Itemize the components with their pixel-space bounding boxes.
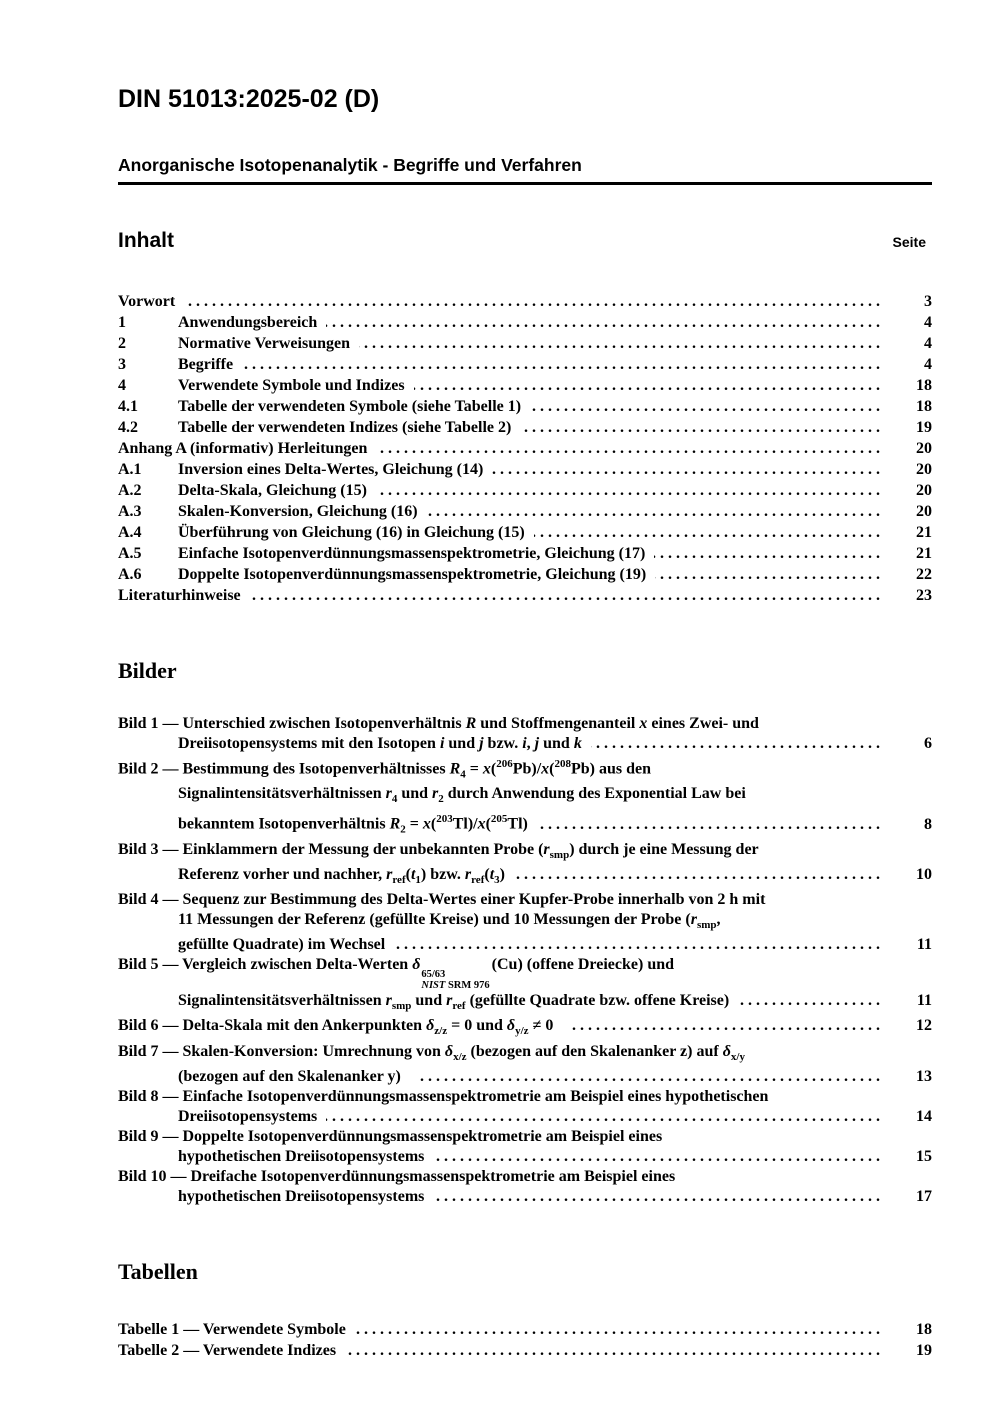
- page-number: 21: [916, 544, 932, 562]
- toc-entry: [118, 480, 932, 501]
- toc-entry-number: A.4: [118, 523, 142, 541]
- toc-entry-label: Einfache Isotopenverdünnungsmassenspektrometrie, Gleichung (17): [178, 544, 646, 562]
- toc-entry: [118, 438, 932, 459]
- toc-entry-number: 3: [118, 355, 126, 373]
- dot-leader: [345, 1340, 880, 1361]
- toc-entry: [118, 291, 932, 312]
- figure-entry-line: Bild 1 — Unterschied zwischen Isotopenverhältnis R und Stoffmengenanteil x eines Zwei- und: [118, 714, 759, 732]
- dot-leader: [242, 354, 880, 375]
- dot-leader: [492, 459, 880, 480]
- table-entry: [118, 1340, 932, 1361]
- toc-entry: [118, 459, 932, 480]
- toc-entry-label: Literaturhinweise: [118, 586, 241, 604]
- figure-entry-lastline: [118, 1107, 932, 1127]
- page-number: 12: [916, 1017, 932, 1035]
- table-entry-label: Tabelle 1 — Verwendete Symbole: [118, 1320, 346, 1338]
- page-number: 20: [916, 502, 932, 520]
- page-number: 18: [916, 1320, 932, 1338]
- toc-entry: [118, 417, 932, 438]
- figure-entry: [118, 955, 932, 1016]
- dot-leader: [359, 333, 880, 354]
- figure-entry-lastline: [118, 1016, 932, 1041]
- dot-leader: [394, 935, 880, 955]
- figure-entry-line: Bild 9 — Doppelte Isotopenverdünnungsmassenspektrometrie am Beispiel eines: [118, 1127, 663, 1145]
- toc-entry-label: Überführung von Gleichung (16) in Gleichung (15): [178, 523, 525, 541]
- figure-entry: [118, 1016, 932, 1041]
- dot-leader: [655, 564, 880, 585]
- figure-entry: [118, 840, 932, 890]
- dot-leader: [376, 480, 880, 501]
- toc-entry-number: 4.2: [118, 418, 138, 436]
- toc-entry: [118, 312, 932, 333]
- figure-entry-text: Bild 6 — Delta-Skala mit den Ankerpunkten $\delta_{z/z} = 0$ und $\delta_{y/z} \ne 0$: [118, 1017, 562, 1038]
- figure-entry-line: Bild 2 — Bestimmung des Isotopenverhältnisses $R_4 = x(^{206}Pb)/x(^{208}Pb)$ aus den: [118, 757, 652, 781]
- figure-entry: [118, 1127, 932, 1167]
- page-number: 19: [916, 418, 932, 436]
- toc-entry-label: Vorwort: [118, 292, 176, 310]
- figure-entry-text: Signalintensitätsverhältnissen $r_{smp}$ und $r_{ref}$ (gefüllte Quadrate bzw. offene Kreise): [178, 992, 730, 1013]
- page-number: 13: [916, 1067, 932, 1085]
- toc-entry: [118, 564, 932, 585]
- figure-entry-lastline: [118, 1067, 932, 1087]
- page-number: 11: [916, 992, 932, 1010]
- figure-entry: [118, 1042, 932, 1087]
- figure-entry-text: gefüllte Quadrate) im Wechsel: [178, 936, 386, 954]
- figure-entry: [118, 1167, 932, 1207]
- dot-leader: [414, 375, 880, 396]
- page-number: 11: [916, 936, 932, 954]
- page-number: 20: [916, 439, 932, 457]
- toc-entry-label: Verwendete Symbole und Indizes: [178, 376, 405, 394]
- toc-entry-label: Normative Verweisungen: [178, 334, 350, 352]
- toc-heading: Inhalt: [118, 228, 174, 252]
- toc-entry-label: Inversion eines Delta-Wertes, Gleichung (14): [178, 460, 484, 478]
- page-number: 17: [916, 1187, 932, 1205]
- toc-entry-label: Tabelle der verwendeten Symbole (siehe Tabelle 1): [178, 397, 522, 415]
- toc-entry: [118, 501, 932, 522]
- page-number: 23: [916, 586, 932, 604]
- document-title: Anorganische Isotopenanalytik - Begriffe und Verfahren: [118, 155, 932, 185]
- page-number: 3: [924, 292, 932, 310]
- toc-entry-number: 4: [118, 376, 126, 394]
- figure-entry-text: hypothetischen Dreiisotopensystems: [178, 1147, 425, 1165]
- toc-entry-number: A.2: [118, 481, 142, 499]
- toc-entry: [118, 375, 932, 396]
- toc-entry-number: A.3: [118, 502, 142, 520]
- toc-entry: [118, 585, 932, 606]
- document-id: DIN 51013:2025-02 (D): [118, 85, 380, 113]
- page-number: 20: [916, 481, 932, 499]
- dot-leader: [326, 1107, 880, 1127]
- figure-entry-line: Bild 7 — Skalen-Konversion: Umrechnung von $\delta_{x/z}$ (bezogen auf den Skalenanker z) auf $\delta_{x/y}$: [118, 1042, 745, 1063]
- figure-entry-lastline: [118, 935, 932, 955]
- toc-entry-number: 1: [118, 313, 126, 331]
- dot-leader: [537, 815, 880, 835]
- toc-entry-label: Delta-Skala, Gleichung (15): [178, 481, 367, 499]
- toc-entry-label: Doppelte Isotopenverdünnungsmassenspektrometrie, Gleichung (19): [178, 565, 647, 583]
- dot-leader: [654, 543, 880, 564]
- dot-leader: [738, 991, 880, 1011]
- dot-leader: [570, 1016, 880, 1036]
- figure-entry-line: Bild 10 — Dreifache Isotopenverdünnungsmassenspektrometrie am Beispiel eines: [118, 1167, 676, 1185]
- page-number: 21: [916, 523, 932, 541]
- figure-entry-lastline: [118, 991, 932, 1016]
- table-entry-label: Tabelle 2 — Verwendete Indizes: [118, 1341, 337, 1359]
- toc-entry: [118, 354, 932, 375]
- figure-entry-lastline: [118, 734, 932, 754]
- figure-entry-lastline: [118, 865, 932, 890]
- dot-leader: [427, 501, 880, 522]
- figure-entry-lastline: [118, 1187, 932, 1207]
- page-number: 20: [916, 460, 932, 478]
- figure-entry-lastline: [118, 1147, 932, 1167]
- toc-entry-label: Skalen-Konversion, Gleichung (16): [178, 502, 418, 520]
- toc-entry: [118, 522, 932, 543]
- dot-leader: [433, 1147, 880, 1167]
- page-number: 4: [924, 334, 932, 352]
- figure-entry-line: Bild 4 — Sequenz zur Bestimmung des Delta-Wertes einer Kupfer-Probe innerhalb von 2 h mit: [118, 891, 766, 909]
- page-number: 15: [916, 1147, 932, 1165]
- dot-leader: [433, 1187, 880, 1207]
- dot-leader: [534, 522, 880, 543]
- dot-leader: [184, 291, 880, 312]
- figure-entry: [118, 754, 932, 840]
- dot-leader: [514, 865, 880, 885]
- figure-entry-text: (bezogen auf den Skalenanker y): [178, 1067, 409, 1085]
- toc-entry-number: 4.1: [118, 397, 138, 415]
- figure-entry: [118, 1087, 932, 1127]
- figure-entry-line: Bild 5 — Vergleich zwischen Delta-Werten δ 65/63 NIST SRM 976 (Cu) (offene Dreiecke) und: [118, 956, 675, 992]
- toc-entry: [118, 333, 932, 354]
- figure-entry-text: hypothetischen Dreiisotopensystems: [178, 1187, 425, 1205]
- page-number: 8: [924, 815, 932, 833]
- figure-entry-line: 11 Messungen der Referenz (gefüllte Kreise) und 10 Messungen der Probe ($r_{smp}$,: [178, 911, 721, 932]
- figure-entry-lastline: [118, 809, 932, 840]
- page-number: 19: [916, 1341, 932, 1359]
- toc-list: [118, 291, 932, 606]
- page-number: 6: [924, 734, 932, 752]
- dot-leader: [355, 1319, 880, 1340]
- toc-header: [118, 229, 932, 253]
- figure-entry: [118, 890, 932, 955]
- tables-list: [118, 1319, 932, 1361]
- toc-entry-number: A.1: [118, 460, 142, 478]
- figure-entry-text: bekanntem Isotopenverhältnis $R_2 = x(^{203}Tl)/x(^{205}Tl)$: [178, 813, 528, 836]
- figure-entry: [118, 714, 932, 754]
- page-number: 18: [916, 376, 932, 394]
- page-number: 18: [916, 397, 932, 415]
- page-number: 10: [916, 865, 932, 883]
- toc-entry-number: 2: [118, 334, 126, 352]
- dot-leader: [591, 734, 880, 754]
- dot-leader: [326, 312, 880, 333]
- table-entry: [118, 1319, 932, 1340]
- toc-entry-number: A.5: [118, 544, 142, 562]
- page-number: 14: [916, 1107, 932, 1125]
- figure-entry-line: Signalintensitätsverhältnissen $r_4$ und $r_2$ durch Anwendung des Exponential Law bei: [178, 785, 746, 806]
- toc-entry-label: Anwendungsbereich: [178, 313, 318, 331]
- dot-leader: [418, 1067, 880, 1087]
- toc-entry-number: A.6: [118, 565, 142, 583]
- page-number: 4: [924, 313, 932, 331]
- toc-entry-label: Anhang A (informativ) Herleitungen: [118, 439, 368, 457]
- dot-leader: [250, 585, 880, 606]
- figures-heading: Bilder: [118, 657, 177, 683]
- toc-entry: [118, 396, 932, 417]
- figure-entry-text: Referenz vorher und nachher, $r_{ref}(t_1)$ bzw. $r_{ref}(t_3)$: [178, 865, 505, 887]
- toc-entry: [118, 543, 932, 564]
- figure-entry-line: Bild 3 — Einklammern der Messung der unbekannten Probe $(r_{smp})$ durch je eine Messung der: [118, 840, 759, 861]
- page-number: 4: [924, 355, 932, 373]
- figures-list: [118, 714, 932, 1207]
- page-number: 22: [916, 565, 932, 583]
- dot-leader: [530, 396, 880, 417]
- dot-leader: [376, 438, 880, 459]
- toc-entry-label: Begriffe: [178, 355, 234, 373]
- dot-leader: [520, 417, 880, 438]
- tables-heading: Tabellen: [118, 1258, 198, 1284]
- figure-entry-line: Bild 8 — Einfache Isotopenverdünnungsmassenspektrometrie am Beispiel eines hypothetischen: [118, 1087, 769, 1105]
- toc-entry-label: Tabelle der verwendeten Indizes (siehe Tabelle 2): [178, 418, 512, 436]
- figure-entry-text: Dreiisotopensystems: [178, 1107, 318, 1125]
- page-column-label: Seite: [892, 233, 926, 250]
- figure-entry-text: Dreiisotopensystems mit den Isotopen i und j bzw. i, j und k: [178, 734, 582, 752]
